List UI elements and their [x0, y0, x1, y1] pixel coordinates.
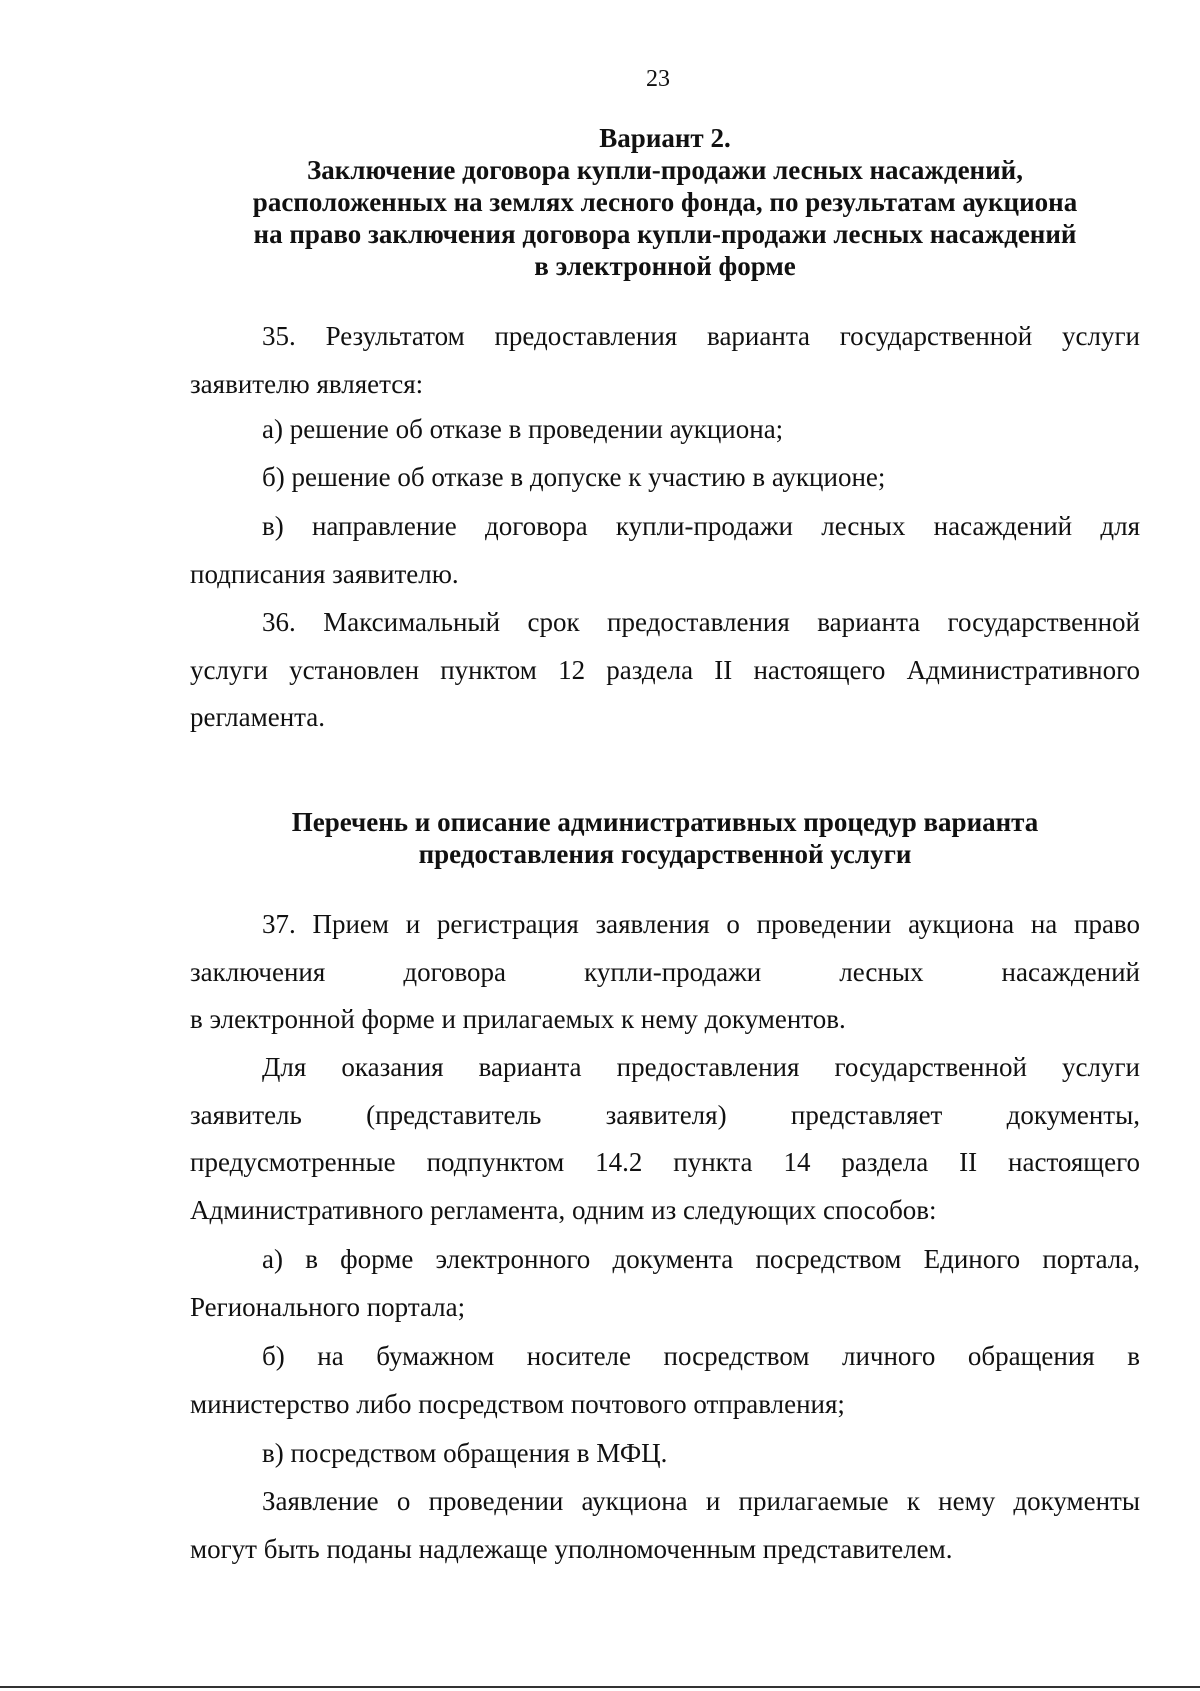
paragraph-line: услуги установлен пунктом 12 раздела II настоящего Административного	[190, 654, 1140, 685]
paragraph-line: а) в форме электронного документа посредством Единого портала,	[262, 1244, 1140, 1274]
paragraph-35a	[190, 406, 1140, 454]
paragraph-36	[190, 599, 1140, 742]
paragraph-37	[190, 901, 1140, 1044]
paragraph-line: заключения договора купли-продажи лесных насаждений	[190, 956, 1140, 987]
paragraph-37-methods	[190, 1044, 1140, 1234]
section-heading-variant-2	[190, 122, 1140, 282]
paragraph-line: Регионального портала;	[190, 1291, 466, 1322]
heading-line: на право заключения договора купли-продажи лесных насаждений	[253, 219, 1077, 249]
paragraph-line: Заявление о проведении аукциона и прилагаемые к нему документы	[262, 1486, 1140, 1516]
paragraph-line: 36. Максимальный срок предоставления варианта государственной	[262, 607, 1140, 637]
paragraph-line: регламента.	[190, 702, 326, 732]
heading-line: расположенных на землях лесного фонда, по результатам аукциона	[252, 187, 1078, 217]
heading-line: предоставления государственной услуги	[418, 839, 912, 869]
paragraph-line: могут быть поданы надлежаще уполномоченным представителем.	[190, 1533, 953, 1564]
paragraph-line: 37. Прием и регистрация заявления о проведении аукциона на право	[262, 909, 1140, 939]
paragraph-line: б) на бумажном носителе посредством личного обращения в	[262, 1341, 1140, 1371]
paragraph-line: а) решение об отказе в проведении аукциона;	[262, 414, 784, 444]
paragraph-37c	[190, 1430, 1140, 1478]
paragraph-line: заявитель (представитель заявителя) представляет документы,	[190, 1099, 1140, 1130]
paragraph-line: заявителю является:	[190, 368, 424, 399]
paragraph-line: министерство либо посредством почтового отправления;	[190, 1388, 845, 1419]
section-heading-procedures	[190, 806, 1140, 870]
paragraph-37b	[190, 1333, 1140, 1428]
paragraph-line: в) направление договора купли-продажи лесных насаждений для	[262, 511, 1140, 541]
paragraph-line: 35. Результатом предоставления варианта государственной услуги	[262, 321, 1140, 351]
paragraph-35b	[190, 454, 1140, 502]
heading-line: в электронной форме	[534, 251, 796, 281]
page-number: 23	[646, 66, 670, 92]
heading-line: Перечень и описание административных процедур варианта	[291, 807, 1039, 837]
paragraph-line: предусмотренные подпунктом 14.2 пункта 14 раздела II настоящего	[190, 1147, 1140, 1177]
heading-line: Заключение договора купли-продажи лесных насаждений,	[307, 155, 1023, 185]
paragraph-line: Административного регламента, одним из следующих способов:	[190, 1194, 937, 1225]
heading-line: Вариант 2.	[599, 123, 731, 153]
paragraph-line: в) посредством обращения в МФЦ.	[262, 1438, 668, 1468]
scan-bottom-edge	[0, 1686, 1200, 1688]
paragraph-37a	[190, 1236, 1140, 1331]
paragraph-line: б) решение об отказе в допуске к участию в аукционе;	[262, 462, 886, 492]
paragraph-35c	[190, 503, 1140, 598]
paragraph-35	[190, 313, 1140, 408]
paragraph-line: Для оказания варианта предоставления государственной услуги	[262, 1052, 1140, 1082]
paragraph-line: в электронной форме и прилагаемых к нему документов.	[190, 1004, 846, 1034]
paragraph-37-representative	[190, 1478, 1140, 1573]
paragraph-line: подписания заявителю.	[190, 558, 459, 589]
